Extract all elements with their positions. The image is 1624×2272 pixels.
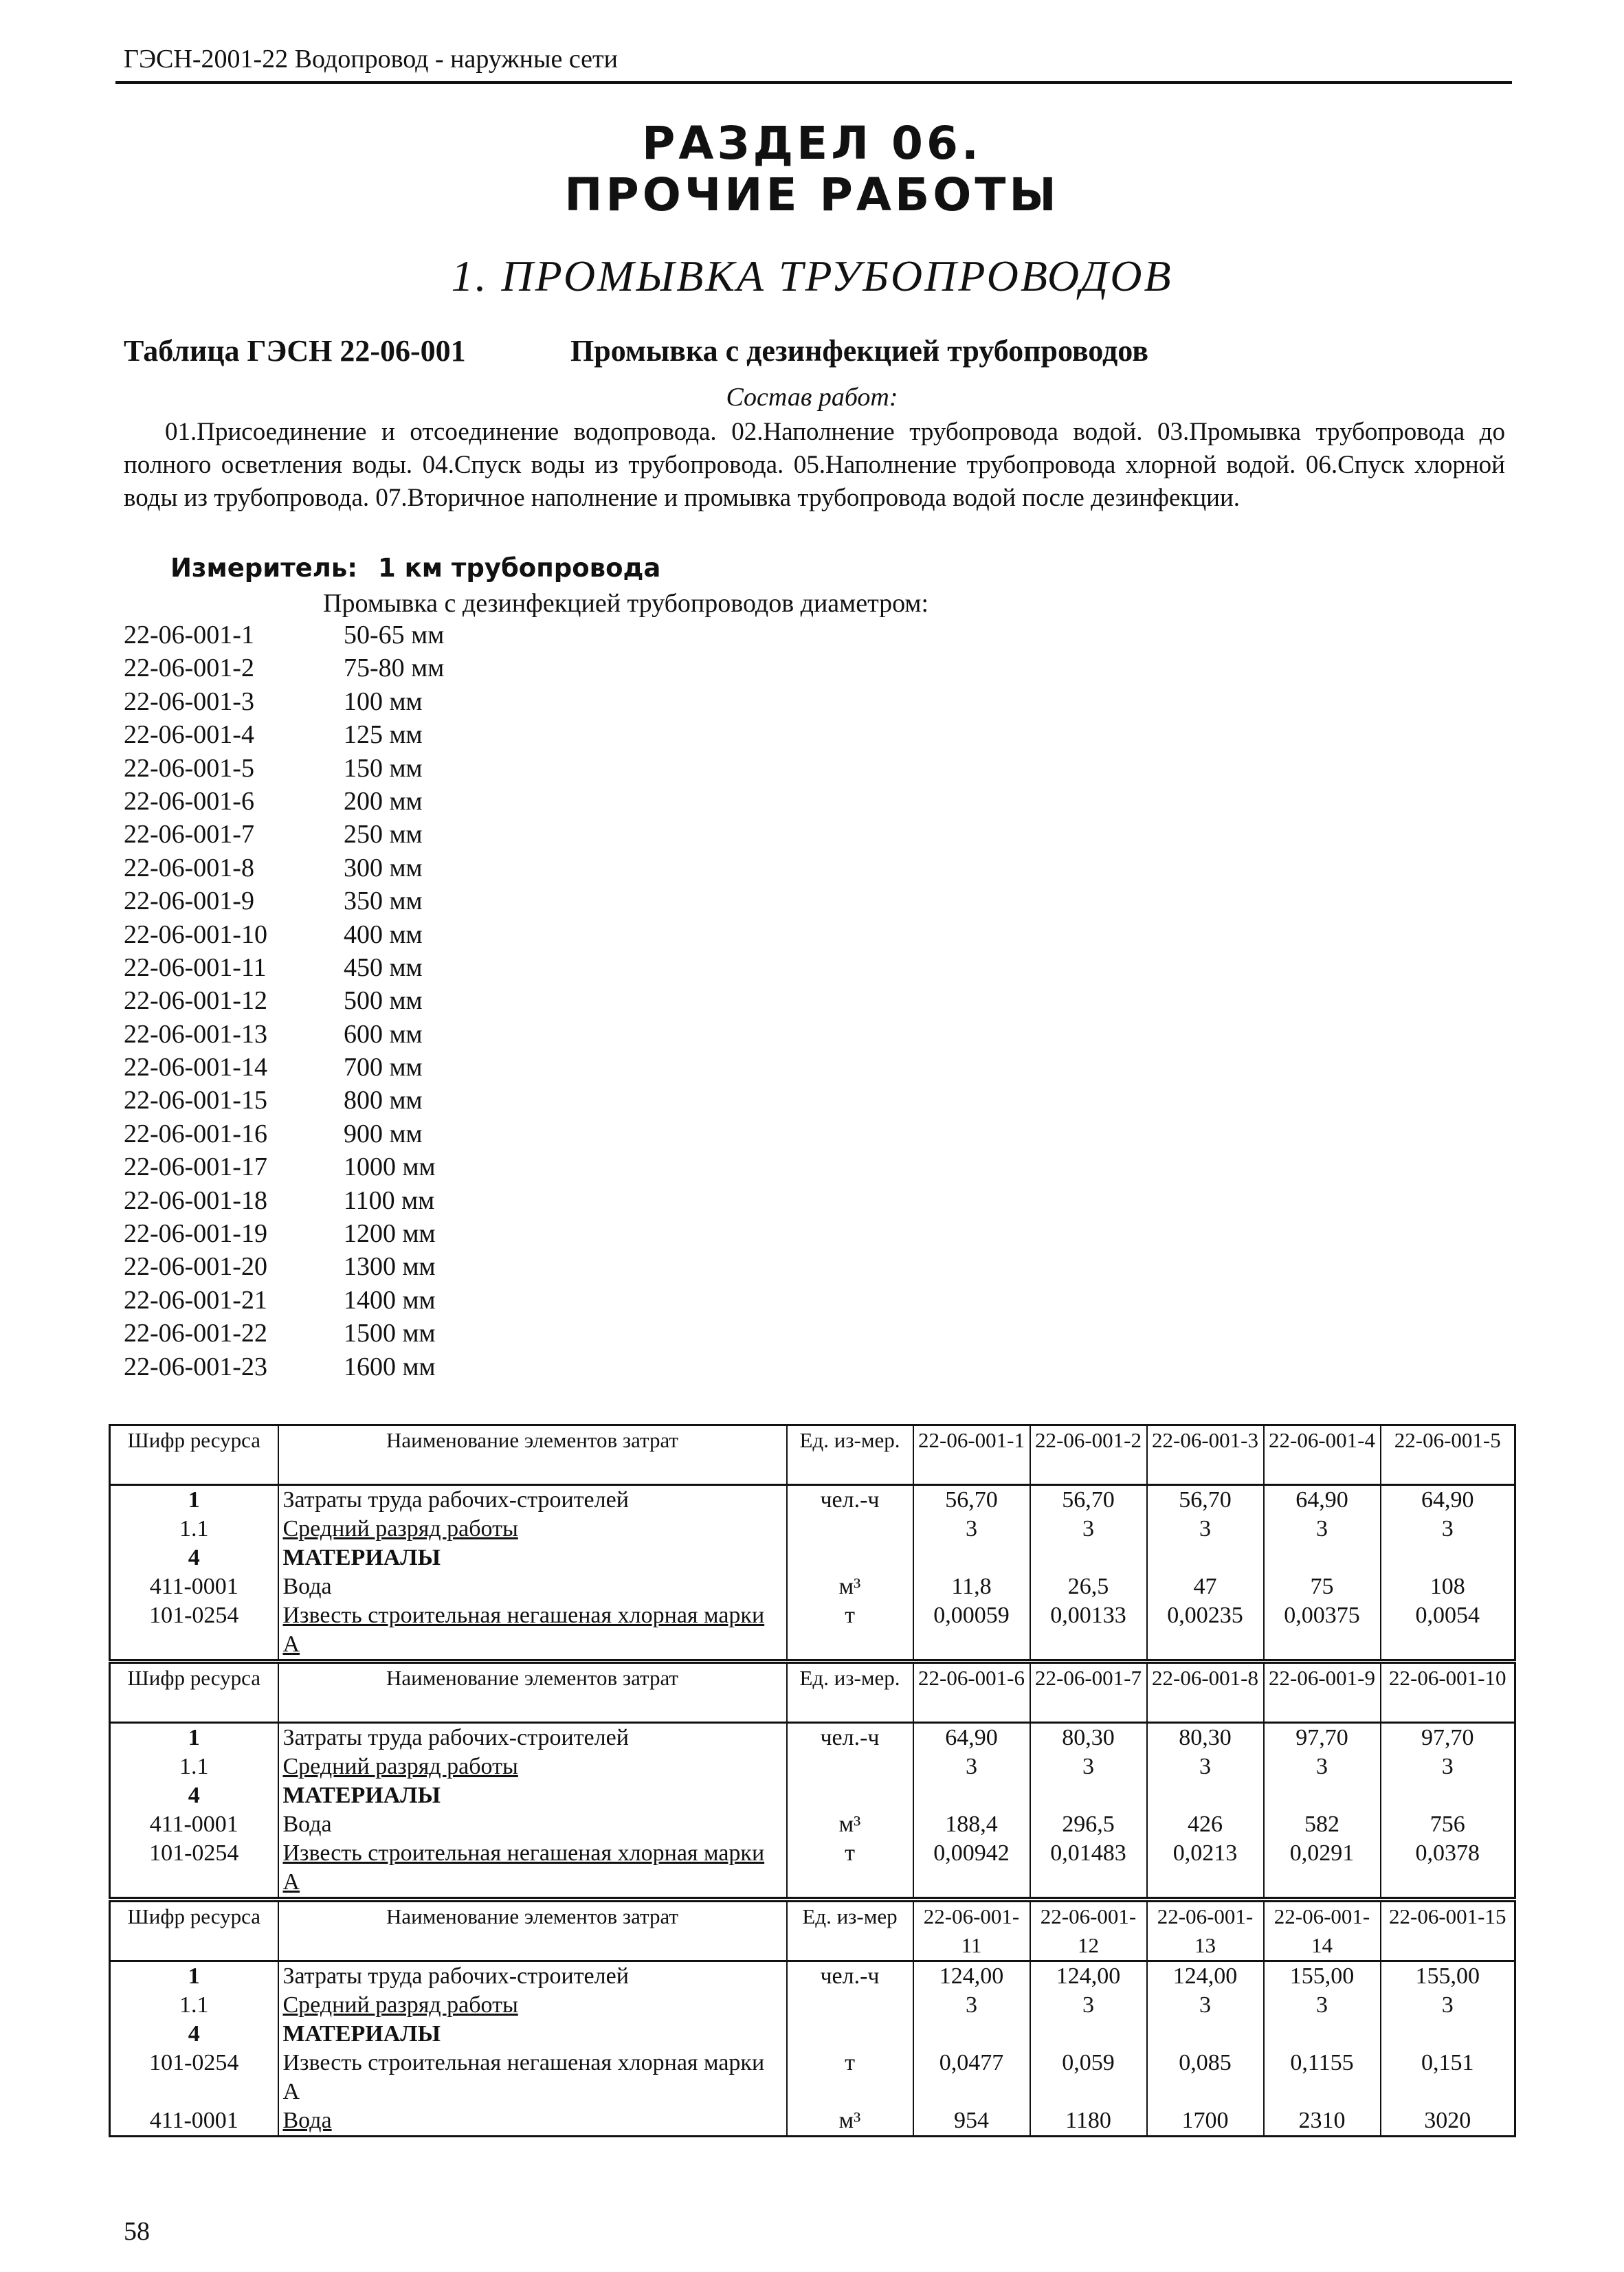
code-list-item <box>124 785 444 818</box>
norm-value: 3 <box>1147 1515 1264 1544</box>
diameter: 125 мм <box>344 720 423 750</box>
norm-value: 0,0291 <box>1264 1839 1381 1898</box>
code: 22-06-001-3 <box>124 687 254 716</box>
norm-value <box>1147 1781 1264 1810</box>
code: 22-06-001-20 <box>124 1252 267 1282</box>
table-code: Таблица ГЭСН 22-06-001 <box>124 334 466 368</box>
code-list-item <box>124 884 444 917</box>
unit: чел.-ч <box>787 1485 913 1515</box>
diameter: 200 мм <box>344 786 423 816</box>
cost-name: Затраты труда рабочих-строителей <box>278 1485 787 1515</box>
unit <box>787 1752 913 1781</box>
running-header: ГЭСН-2001-22 Водопровод - наружные сети <box>124 45 618 74</box>
norm-value: 97,70 <box>1264 1723 1381 1753</box>
norm-value: 3 <box>1381 1515 1515 1544</box>
diameter: 1100 мм <box>344 1185 435 1215</box>
code-list-item <box>124 1051 444 1084</box>
norm-value: 56,70 <box>1147 1485 1264 1515</box>
norm-value <box>1381 1781 1515 1810</box>
unit <box>787 1781 913 1810</box>
code: 22-06-001-5 <box>124 753 254 783</box>
diameter: 1600 мм <box>344 1352 436 1381</box>
norm-value: 0,085 <box>1147 2049 1264 2106</box>
table-row <box>110 1544 1515 1572</box>
composition-label: Состав работ: <box>726 383 898 412</box>
code: 22-06-001-2 <box>124 654 254 683</box>
table-row <box>110 1781 1515 1810</box>
norm-table <box>109 1424 1516 1661</box>
norm-value: 64,90 <box>913 1723 1030 1753</box>
diameter: 150 мм <box>344 753 423 783</box>
cost-name: МАТЕРИАЛЫ <box>278 1544 787 1572</box>
resource-code: 101-0254 <box>110 1839 278 1898</box>
diameter: 1000 мм <box>344 1152 436 1182</box>
code-list-item <box>124 851 444 884</box>
norm-value: 64,90 <box>1381 1485 1515 1515</box>
norm-value: 3 <box>1030 1752 1147 1781</box>
header-norm-code: 22-06-001-2 <box>1030 1425 1147 1485</box>
code: 22-06-001-10 <box>124 920 267 949</box>
cost-name: Известь строительная негашеная хлорная марки А <box>278 2049 787 2106</box>
unit <box>787 1991 913 2020</box>
table-row <box>110 1961 1515 1992</box>
norm-value: 0,1155 <box>1264 2049 1381 2106</box>
norm-value: 3 <box>1147 1991 1264 2020</box>
norm-value: 56,70 <box>913 1485 1030 1515</box>
table-row <box>110 1991 1515 2020</box>
resource-code: 4 <box>110 1781 278 1810</box>
norm-value: 3 <box>1264 1515 1381 1544</box>
norm-value: 124,00 <box>1147 1961 1264 1992</box>
table-row <box>110 1601 1515 1660</box>
norm-value <box>1381 1544 1515 1572</box>
table-row <box>110 1723 1515 1753</box>
code: 22-06-001-9 <box>124 887 254 916</box>
code: 22-06-001-12 <box>124 986 267 1016</box>
norm-value: 0,00235 <box>1147 1601 1264 1660</box>
resource-code: 1 <box>110 1961 278 1992</box>
unit: т <box>787 2049 913 2106</box>
header-norm-code: 22-06-001-12 <box>1030 1902 1147 1961</box>
cost-name: Вода <box>278 1572 787 1601</box>
cost-name: Известь строительная негашеная хлорная марки А <box>278 1839 787 1898</box>
intro-text: Промывка с дезинфекцией трубопроводов диаметром: <box>323 589 929 618</box>
code-list-item <box>124 1250 444 1283</box>
table-row <box>110 1515 1515 1544</box>
code: 22-06-001-11 <box>124 953 267 982</box>
norm-value: 11,8 <box>913 1572 1030 1601</box>
norm-value: 0,151 <box>1381 2049 1515 2106</box>
norm-value: 47 <box>1147 1572 1264 1601</box>
code: 22-06-001-19 <box>124 1219 267 1249</box>
code: 22-06-001-6 <box>124 786 254 816</box>
diameter: 100 мм <box>344 687 423 716</box>
code: 22-06-001-14 <box>124 1053 267 1082</box>
code: 22-06-001-17 <box>124 1152 267 1182</box>
code-list-item <box>124 1217 444 1250</box>
norm-value <box>913 1544 1030 1572</box>
diameter: 400 мм <box>344 920 423 949</box>
code: 22-06-001-4 <box>124 720 254 750</box>
norm-value: 3 <box>1147 1752 1264 1781</box>
resource-code: 1.1 <box>110 1515 278 1544</box>
code: 22-06-001-18 <box>124 1185 267 1215</box>
norm-value: 80,30 <box>1147 1723 1264 1753</box>
diameter: 600 мм <box>344 1019 423 1049</box>
norm-value: 155,00 <box>1381 1961 1515 1992</box>
norm-value: 2310 <box>1264 2106 1381 2137</box>
norm-value: 124,00 <box>1030 1961 1147 1992</box>
norm-value: 0,00375 <box>1264 1601 1381 1660</box>
norm-value: 582 <box>1264 1810 1381 1839</box>
code-list-item <box>124 1084 444 1117</box>
resource-code: 101-0254 <box>110 2049 278 2106</box>
code-list-item <box>124 1350 444 1383</box>
norm-value: 26,5 <box>1030 1572 1147 1601</box>
unit: м³ <box>787 1810 913 1839</box>
header-cost-name: Наименование элементов затрат <box>278 1425 787 1485</box>
norm-value <box>913 1781 1030 1810</box>
page-number: 58 <box>124 2217 150 2246</box>
header-norm-code: 22-06-001-1 <box>913 1425 1030 1485</box>
norm-value: 1180 <box>1030 2106 1147 2137</box>
norm-value <box>1147 2020 1264 2049</box>
table-row <box>110 1572 1515 1601</box>
header-rule <box>115 81 1512 84</box>
norm-value: 108 <box>1381 1572 1515 1601</box>
unit: т <box>787 1839 913 1898</box>
norm-value: 0,00133 <box>1030 1601 1147 1660</box>
table-row <box>110 2049 1515 2106</box>
code-list-item <box>124 1117 444 1150</box>
header-norm-code: 22-06-001-8 <box>1147 1663 1264 1723</box>
norm-value: 3 <box>1030 1991 1147 2020</box>
norm-value: 3 <box>913 1515 1030 1544</box>
code-list-item <box>124 984 444 1017</box>
code-list-item <box>124 1150 444 1183</box>
norm-value: 124,00 <box>913 1961 1030 1992</box>
diameter: 450 мм <box>344 953 423 982</box>
code: 22-06-001-21 <box>124 1285 267 1315</box>
resource-code: 411-0001 <box>110 2106 278 2137</box>
resource-code: 1 <box>110 1485 278 1515</box>
cost-name: Затраты труда рабочих-строителей <box>278 1723 787 1753</box>
norm-value: 3 <box>1030 1515 1147 1544</box>
table-row <box>110 1839 1515 1898</box>
unit: чел.-ч <box>787 1723 913 1753</box>
norm-table <box>109 1662 1516 1899</box>
code: 22-06-001-13 <box>124 1019 267 1049</box>
header-norm-code: 22-06-001-5 <box>1381 1425 1515 1485</box>
code: 22-06-001-1 <box>124 621 254 649</box>
norm-value: 756 <box>1381 1810 1515 1839</box>
subsection-title: 1. ПРОМЫВКА ТРУБОПРОВОДОВ <box>451 252 1173 300</box>
norm-value: 155,00 <box>1264 1961 1381 1992</box>
header-cost-name: Наименование элементов затрат <box>278 1663 787 1723</box>
norm-value: 3 <box>913 1991 1030 2020</box>
code-list-item <box>124 685 444 718</box>
header-unit: Ед. из-мер <box>787 1902 913 1961</box>
norm-value: 0,0378 <box>1381 1839 1515 1898</box>
header-unit: Ед. из-мер. <box>787 1425 913 1485</box>
code-list-item <box>124 752 444 785</box>
cost-name: Средний разряд работы <box>278 1752 787 1781</box>
norm-value <box>1147 1544 1264 1572</box>
header-norm-code: 22-06-001-7 <box>1030 1663 1147 1723</box>
norm-value <box>1264 1781 1381 1810</box>
code-list-item <box>124 1317 444 1350</box>
resource-code: 4 <box>110 1544 278 1572</box>
code-list-item <box>124 951 444 984</box>
norm-value: 3 <box>1381 1991 1515 2020</box>
header-resource-code: Шифр ресурса <box>110 1902 278 1961</box>
cost-name: Вода <box>278 2106 787 2137</box>
resource-code: 1.1 <box>110 1991 278 2020</box>
diameter: 700 мм <box>344 1053 423 1082</box>
norm-value: 426 <box>1147 1810 1264 1839</box>
meter-label: Измеритель: <box>170 553 358 583</box>
norm-table <box>109 1900 1516 2137</box>
norm-value: 80,30 <box>1030 1723 1147 1753</box>
header-norm-code: 22-06-001-6 <box>913 1663 1030 1723</box>
norm-value <box>1030 1781 1147 1810</box>
cost-name: Затраты труда рабочих-строителей <box>278 1961 787 1992</box>
unit: т <box>787 1601 913 1660</box>
norm-value: 64,90 <box>1264 1485 1381 1515</box>
code-list-item <box>124 619 444 651</box>
norm-value: 954 <box>913 2106 1030 2137</box>
code: 22-06-001-16 <box>124 1119 267 1148</box>
norm-value: 97,70 <box>1381 1723 1515 1753</box>
norm-value <box>1264 1544 1381 1572</box>
code-list-item <box>124 1284 444 1317</box>
resource-code: 101-0254 <box>110 1601 278 1660</box>
norm-value <box>1381 2020 1515 2049</box>
diameter: 250 мм <box>344 820 423 849</box>
cost-name: МАТЕРИАЛЫ <box>278 1781 787 1810</box>
unit <box>787 2020 913 2049</box>
resource-code: 411-0001 <box>110 1810 278 1839</box>
norm-value <box>1030 2020 1147 2049</box>
code-list-item <box>124 718 444 751</box>
code-list-item <box>124 1018 444 1051</box>
norm-value <box>913 2020 1030 2049</box>
diameter: 75-80 мм <box>344 654 445 683</box>
norm-value: 75 <box>1264 1572 1381 1601</box>
norm-value: 1700 <box>1147 2106 1264 2137</box>
section-title: ПРОЧИЕ РАБОТЫ <box>564 168 1060 221</box>
table-row <box>110 1485 1515 1515</box>
code: 22-06-001-8 <box>124 853 254 882</box>
norm-value: 296,5 <box>1030 1810 1147 1839</box>
norm-value: 3 <box>1264 1752 1381 1781</box>
diameter: 300 мм <box>344 853 423 882</box>
norm-value: 0,059 <box>1030 2049 1147 2106</box>
code-list-item <box>124 818 444 851</box>
norm-value: 0,0213 <box>1147 1839 1264 1898</box>
diameter: 350 мм <box>344 887 423 916</box>
norm-value <box>1030 1544 1147 1572</box>
norm-value: 0,01483 <box>1030 1839 1147 1898</box>
header-norm-code: 22-06-001-14 <box>1264 1902 1381 1961</box>
diameter: 1200 мм <box>344 1219 436 1249</box>
header-cost-name: Наименование элементов затрат <box>278 1902 787 1961</box>
norm-value: 3 <box>1381 1752 1515 1781</box>
table-name: Промывка с дезинфекцией трубопроводов <box>570 334 1148 368</box>
header-norm-code: 22-06-001-4 <box>1264 1425 1381 1485</box>
header-resource-code: Шифр ресурса <box>110 1425 278 1485</box>
diameter: 1300 мм <box>344 1252 436 1282</box>
code: 22-06-001-15 <box>124 1086 267 1115</box>
diameter: 500 мм <box>344 986 423 1016</box>
unit <box>787 1544 913 1572</box>
cost-name: Вода <box>278 1810 787 1839</box>
norm-value: 3020 <box>1381 2106 1515 2137</box>
resource-code: 1.1 <box>110 1752 278 1781</box>
norm-value: 3 <box>1264 1991 1381 2020</box>
header-norm-code: 22-06-001-11 <box>913 1902 1030 1961</box>
table-row <box>110 1810 1515 1839</box>
code-list <box>124 619 444 1383</box>
norm-value: 0,00942 <box>913 1839 1030 1898</box>
diameter: 50-65 мм <box>344 621 445 649</box>
table-row <box>110 2020 1515 2049</box>
diameter: 1400 мм <box>344 1285 436 1315</box>
diameter: 1500 мм <box>344 1319 436 1348</box>
norm-value: 3 <box>913 1752 1030 1781</box>
meter-value: 1 км трубопровода <box>378 553 661 583</box>
code-list-item <box>124 651 444 684</box>
unit: м³ <box>787 1572 913 1601</box>
code: 22-06-001-22 <box>124 1319 267 1348</box>
header-norm-code: 22-06-001-9 <box>1264 1663 1381 1723</box>
header-norm-code: 22-06-001-13 <box>1147 1902 1264 1961</box>
header-norm-code: 22-06-001-15 <box>1381 1902 1515 1961</box>
norm-value: 56,70 <box>1030 1485 1147 1515</box>
section-number: РАЗДЕЛ 06. <box>642 117 982 170</box>
meter <box>170 553 660 583</box>
table-row <box>110 2106 1515 2137</box>
composition-text: 01.Присоединение и отсоединение водопровода. 02.Наполнение трубопровода водой. 03.Промывка трубопровода до полного осветления воды. 04.Спуск воды из трубопровода. 05.Наполнение трубопровода хлорной водой. 06.Спуск хлорной воды из трубопровода. 07.Вторичное наполнение и промывка трубопровода водой после дезинфекции. <box>124 418 1505 512</box>
header-norm-code: 22-06-001-3 <box>1147 1425 1264 1485</box>
norm-value: 0,0054 <box>1381 1601 1515 1660</box>
cost-name: Средний разряд работы <box>278 1991 787 2020</box>
header-norm-code: 22-06-001-10 <box>1381 1663 1515 1723</box>
code-list-item <box>124 1184 444 1217</box>
code: 22-06-001-23 <box>124 1352 267 1381</box>
norm-value: 0,0477 <box>913 2049 1030 2106</box>
resource-code: 1 <box>110 1723 278 1753</box>
norm-value: 188,4 <box>913 1810 1030 1839</box>
norm-value: 0,00059 <box>913 1601 1030 1660</box>
code: 22-06-001-7 <box>124 820 254 849</box>
diameter: 900 мм <box>344 1119 423 1148</box>
unit: чел.-ч <box>787 1961 913 1992</box>
diameter: 800 мм <box>344 1086 423 1115</box>
table-row <box>110 1752 1515 1781</box>
cost-name: Известь строительная негашеная хлорная марки А <box>278 1601 787 1660</box>
unit: м³ <box>787 2106 913 2137</box>
cost-name: МАТЕРИАЛЫ <box>278 2020 787 2049</box>
cost-name: Средний разряд работы <box>278 1515 787 1544</box>
resource-code: 411-0001 <box>110 1572 278 1601</box>
code-list-item <box>124 918 444 951</box>
resource-code: 4 <box>110 2020 278 2049</box>
norm-value <box>1264 2020 1381 2049</box>
unit <box>787 1515 913 1544</box>
header-resource-code: Шифр ресурса <box>110 1663 278 1723</box>
header-unit: Ед. из-мер. <box>787 1663 913 1723</box>
